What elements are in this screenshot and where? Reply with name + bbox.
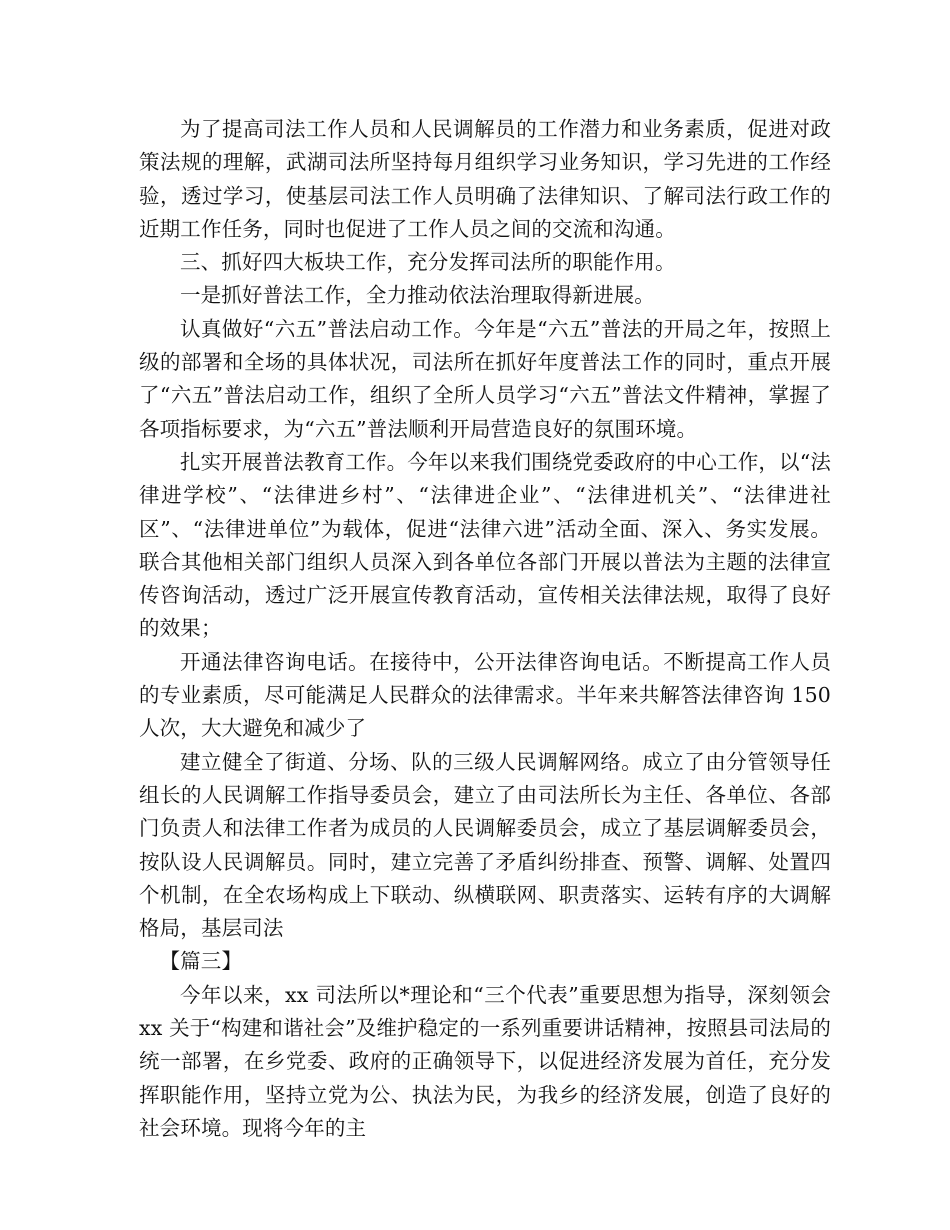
paragraph: 认真做好“六五”普法启动工作。今年是“六五”普法的开局之年，按照上级的部署和全场的具体状况，司法所在抓好年度普法工作的同时，重点开展了“六五”普法启动工作，组织了全所人员学习“六五”普法文件精神，掌握了各项指标要求，为“六五”普法顺利开局营造良好的氛围环境。	[139, 316, 831, 441]
paragraph: 今年以来，xx 司法所以*理论和“三个代表”重要思想为指导，深刻领会 xx 关于“构建和谐社会”及维护稳定的一系列重要讲话精神，按照县司法局的统一部署，在乡党委、政府的正确领导下，以促进经济发展为首任，充分发挥职能作用，坚持立党为公、执法为民，为我乡的经济发展，创造了良好的社会环境。现将今年的主	[139, 982, 831, 1140]
paragraph: 建立健全了街道、分场、队的三级人民调解网络。成立了由分管领导任组长的人民调解工作指导委员会，建立了由司法所长为主任、各单位、各部门负责人和法律工作者为成员的人民调解委员会，成立了基层调解委员会，按队设人民调解员。同时，建立完善了矛盾纠纷排查、预警、调解、处置四个机制，在全农场构成上下联动、纵横联网、职责落实、运转有序的大调解格局，基层司法	[139, 749, 831, 941]
paragraph: 开通法律咨询电话。在接待中，公开法律咨询电话。不断提高工作人员的专业素质，尽可能满足人民群众的法律需求。半年来共解答法律咨询 150 人次，大大避免和减少了	[139, 649, 831, 741]
paragraph: 扎实开展普法教育工作。今年以来我们围绕党委政府的中心工作，以“法律进学校”、“法律进乡村”、“法律进企业”、“法律进机关”、“法律进社区”、“法律进单位”为载体，促进“法律六进”活动全面、深入、务实发展。联合其他相关部门组织人员深入到各单位各部门开展以普法为主题的法律宣传咨询活动，透过广泛开展宣传教育活动，宣传相关法律法规，取得了良好的效果；	[139, 449, 831, 641]
paragraph: 为了提高司法工作人员和人民调解员的工作潜力和业务素质，促进对政策法规的理解，武湖司法所坚持每月组织学习业务知识，学习先进的工作经验，透过学习，使基层司法工作人员明确了法律知识、了解司法行政工作的近期工作任务，同时也促进了工作人员之间的交流和沟通。	[139, 117, 831, 241]
section-heading: 【篇三】	[159, 949, 243, 974]
subsection-title: 一是抓好普法工作，全力推动依法治理取得新进展。	[180, 283, 655, 308]
section-title: 三、抓好四大板块工作，充分发挥司法所的职能作用。	[180, 250, 676, 275]
document-body	[139, 113, 831, 1145]
